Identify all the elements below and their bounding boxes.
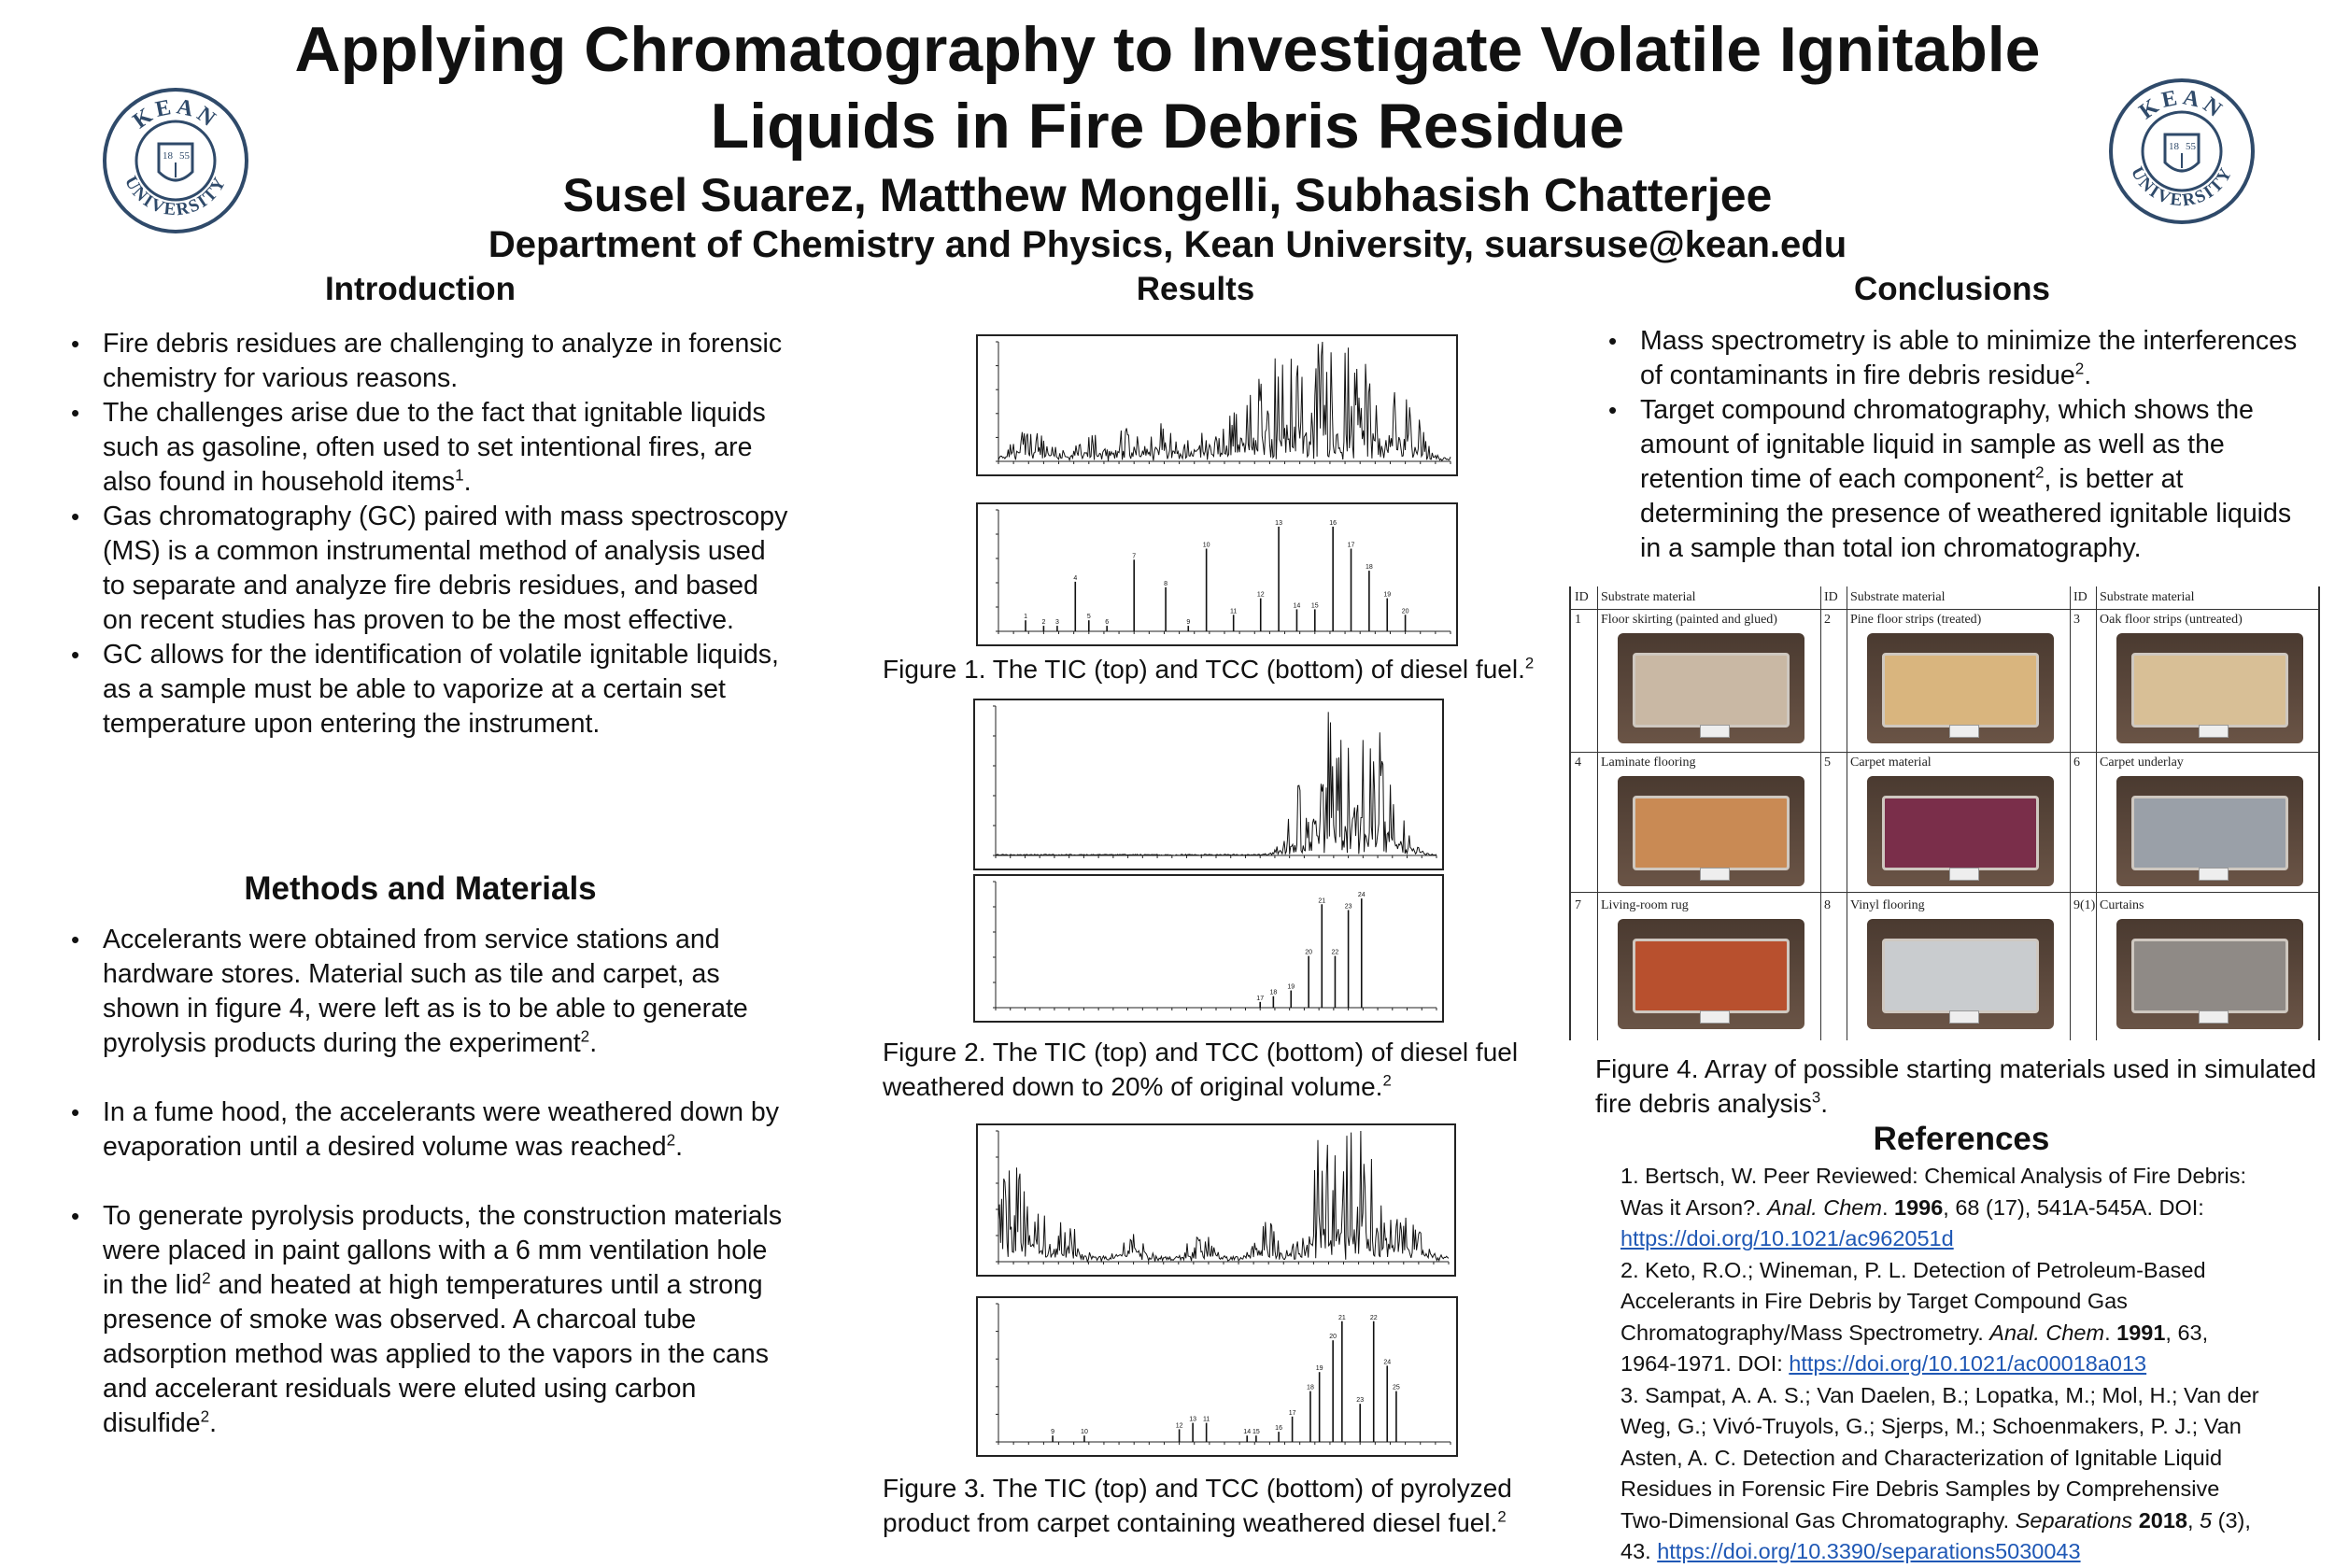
sample-tag (1700, 1010, 1730, 1024)
sample-tray (1882, 939, 2039, 1013)
fig1-tic-chart (976, 334, 1458, 476)
tcc-peak-label: 14 (1243, 1429, 1252, 1436)
sample-tray (1882, 796, 2039, 870)
methods-bullet: • In a fume hood, the accelerants were weathered down by evaporation until a desired volume was reached$^2$. (103, 1095, 788, 1165)
seal-year-left: 18 (2169, 141, 2179, 152)
fig4-sample-photo (1867, 633, 2054, 743)
references-list (1620, 1161, 2330, 1568)
tcc-peak-label: 9 (1186, 619, 1191, 627)
fig4-cell-label: Carpet material (1850, 756, 1932, 770)
introduction-heading: Introduction (324, 271, 517, 307)
fig4-sample-photo (1867, 919, 2054, 1029)
tcc-peak-label: 1 (1024, 614, 1027, 621)
fig4-grid-line (1571, 609, 2318, 610)
fig3-caption: Figure 3. The TIC (top) and TCC (bottom) of pyrolyzed product from carpet containing weathered diesel fuel.$^2$ (883, 1474, 1512, 1537)
fig4-cell-id: 5 (1824, 756, 1831, 770)
tcc-peak-label: 21 (1318, 897, 1326, 905)
tcc-peak-label: 25 (1393, 1384, 1400, 1391)
references-heading: References (1873, 1121, 2050, 1157)
fig4-cell-id: 4 (1575, 756, 1581, 770)
seal-top-text: KEAN (2134, 85, 2229, 125)
sample-tray (1882, 653, 2039, 727)
tic-trace (998, 1131, 1449, 1262)
tcc-peak-label: 20 (1329, 1334, 1337, 1341)
seal-top-text: KEAN (128, 94, 223, 134)
fig4-grid-line (2070, 586, 2071, 1040)
tcc-peak-label: 11 (1230, 608, 1238, 615)
fig4-cell-label: Pine floor strips (treated) (1850, 613, 1982, 627)
tcc-peak-label: 10 (1081, 1429, 1088, 1436)
sample-tray (2131, 653, 2288, 727)
sample-tag (1949, 725, 1979, 738)
fig4-grid-line (1820, 586, 1821, 1040)
fig4-cell-label: Oak floor strips (untreated) (2100, 613, 2243, 627)
sample-tray (2131, 796, 2288, 870)
seal-year-right: 55 (179, 150, 190, 162)
conclusions-bullet: • Target compound chromatography, which shows the amount of ignitable liquid in sample as well as the retention time of each component$^2$, is better at determining the presence of weathered ignitable liquids in a sample than total ion chromatography. (1640, 393, 2316, 566)
fig4-cell-id: 2 (1824, 613, 1831, 627)
fig4-cell-label: Laminate flooring (1601, 756, 1696, 770)
tcc-peak-label: 14 (1293, 602, 1301, 610)
intro-bullet: • GC allows for the identification of volatile ignitable liquids, as a sample must be able to vaporize at a certain set temperature upon entering the instrument. (103, 638, 788, 742)
fig4-cell-label: Living-room rug (1601, 898, 1689, 912)
tcc-peak-label: 16 (1275, 1425, 1282, 1433)
tcc-peak-label: 15 (1310, 602, 1319, 610)
fig4-sample-photo (1618, 776, 1804, 886)
reference-3-doi-link[interactable]: https://doi.org/10.3390/separations5030043 (1657, 1539, 2081, 1563)
tcc-peak-label: 18 (1307, 1384, 1314, 1391)
sample-tag (2199, 868, 2229, 881)
tcc-peak-label: 5 (1086, 614, 1091, 621)
intro-bullet: • Gas chromatography (GC) paired with mass spectroscopy (MS) is a common instrumental method of analysis used to separate and analyze fire debris residues, and based on recent studies has proven to be the most effective. (103, 500, 788, 638)
poster-title-line2: Liquids in Fire Debris Residue (710, 91, 1625, 162)
tcc-peak-label: 19 (1383, 591, 1392, 599)
tcc-peak-label: 22 (1331, 949, 1339, 956)
tcc-peak-label: 18 (1365, 564, 1373, 572)
fig4-header-id: ID (1824, 590, 1838, 604)
fig4-cell-label: Curtains (2100, 898, 2144, 912)
results-heading: Results (1136, 271, 1255, 307)
tcc-peak-label: 17 (1256, 995, 1265, 1002)
fig4-cell-id: 8 (1824, 898, 1831, 912)
conclusions-heading: Conclusions (1853, 271, 2051, 307)
introduction-section (69, 327, 788, 742)
tcc-peak-label: 24 (1357, 892, 1366, 899)
fig4-caption: Figure 4. Array of possible starting materials used in simulated fire debris analysis$^3$. (1595, 1054, 2316, 1118)
methods-bullet: • To generate pyrolysis products, the construction materials were placed in paint gallons with a 6 mm ventilation hole in the lid$^2$ and heated at high temperatures until a strong presence of smoke was observed. A charcoal tube adsorption method was applied to the vapors in the cans and accelerant residuals were eluted using carbon disulfide$^2$. (103, 1199, 788, 1441)
sample-tag (2199, 725, 2229, 738)
fig4-grid-line (1571, 892, 2318, 893)
tcc-peak-label: 8 (1164, 580, 1168, 587)
department: Department of Chemistry and Physics, Kean University, suarsuse@kean.edu (488, 224, 1847, 265)
fig3-tcc-chart (976, 1296, 1458, 1457)
methods-section (69, 923, 788, 1441)
reference-1: 1. Bertsch, W. Peer Reviewed: Chemical Analysis of Fire Debris: Was it Arson?. Anal. Chem. 1996, 68 (17), 541A-545A. DOI: https://doi.org/10.1021/ac962051d (1620, 1164, 2246, 1250)
fig4-grid-line (1597, 586, 1598, 1040)
tcc-peak-label: 2 (1041, 619, 1046, 627)
fig4-header-id: ID (1575, 590, 1589, 604)
poster-title-line1: Applying Chromatography to Investigate Volatile Ignitable (294, 14, 2041, 85)
sample-tray (1633, 796, 1790, 870)
sample-tag (1700, 868, 1730, 881)
reference-1-doi-link[interactable]: https://doi.org/10.1021/ac962051d (1620, 1226, 1954, 1250)
sample-tag (2199, 1010, 2229, 1024)
authors: Susel Suarez, Matthew Mongelli, Subhasish Chatterjee (562, 169, 1773, 221)
fig4-grid-line (1571, 752, 2318, 753)
reference-2-doi-link[interactable]: https://doi.org/10.1021/ac00018a013 (1789, 1351, 2147, 1376)
fig4-cell-id: 1 (1575, 613, 1581, 627)
tcc-peak-label: 3 (1054, 619, 1059, 627)
fig4-cell-id: 7 (1575, 898, 1581, 912)
fig2-tcc-chart (973, 874, 1444, 1023)
intro-bullet: • The challenges arise due to the fact that ignitable liquids such as gasoline, often used to set intentional fires, are also found in household items$^1$. (103, 396, 788, 500)
fig2-caption: Figure 2. The TIC (top) and TCC (bottom) of diesel fuel weathered down to 20% of original volume.$^2$ (883, 1038, 1519, 1101)
seal-year-left: 18 (163, 150, 173, 162)
seal-bottom-text: UNIVERSITY (120, 173, 232, 220)
sample-tag (1949, 868, 1979, 881)
fig4-sample-photo (2116, 919, 2303, 1029)
methods-heading: Methods and Materials (244, 870, 597, 907)
tcc-peak-label: 23 (1356, 1397, 1365, 1405)
reference-2: 2. Keto, R.O.; Wineman, P. L. Detection of Petroleum-Based Accelerants in Fire Debris by Target Compound Gas Chromatography/Mass Spectrometry. Anal. Chem. 1991, 63, 1964-1971. DOI: https://doi.org/10.1021/ac00018a013 (1620, 1257, 2209, 1376)
svg-text:KEAN (2135, 85, 2229, 124)
tcc-peak-label: 6 (1105, 619, 1110, 627)
tcc-peak-label: 20 (1401, 608, 1409, 615)
tcc-peak-label: 9 (1051, 1429, 1055, 1436)
tcc-peak-label: 11 (1202, 1416, 1210, 1423)
fig4-sample-photo (1618, 919, 1804, 1029)
tcc-peak-label: 13 (1275, 519, 1282, 527)
figure4-substrate-grid (1569, 586, 2320, 1040)
tcc-peak-label: 19 (1315, 1365, 1323, 1373)
fig1-tcc-chart (976, 502, 1458, 646)
tcc-peak-label: 12 (1175, 1422, 1183, 1430)
fig4-sample-photo (1867, 776, 2054, 886)
seal-bottom-text: UNIVERSITY (2126, 163, 2238, 211)
tcc-peak-label: 17 (1288, 1409, 1296, 1417)
fig4-cell-label: Vinyl flooring (1850, 898, 1925, 912)
fig4-sample-photo (1618, 633, 1804, 743)
tic-trace (998, 342, 1451, 461)
sample-tray (1633, 653, 1790, 727)
reference-3: 3. Sampat, A. A. S.; Van Daelen, B.; Lopatka, M.; Mol, H.; Van der Weg, G.; Vivó-Truyols, G.; Sjerps, M.; Schoenmakers, P. J.; Van Asten, A. C. Detection and Characterization of Ignitable Liquid Residues in Forensic Fire Debris Samples by Comprehensive Two-Dimensional Gas Chromatography. Separations 2018, 5 (3), 43. https://doi.org/10.3390/separations5030043 (1620, 1382, 2259, 1563)
tcc-peak-label: 10 (1202, 542, 1210, 549)
fig3-tic-chart (976, 1123, 1456, 1277)
fig4-grid-line (2096, 586, 2097, 1040)
tcc-peak-label: 17 (1347, 542, 1355, 549)
seal-year-right: 55 (2186, 141, 2196, 152)
tcc-peak-label: 4 (1073, 574, 1078, 582)
fig4-sample-photo (2116, 633, 2303, 743)
fig4-header-material: Substrate material (1601, 590, 1696, 604)
conclusions-bullet: • Mass spectrometry is able to minimize the interferences of contaminants in fire debris residue$^2$. (1640, 324, 2316, 393)
kean-university-seal-left (101, 86, 250, 235)
tcc-peak-label: 22 (1369, 1314, 1378, 1321)
fig4-cell-id: 3 (2073, 613, 2080, 627)
fig4-sample-photo (2116, 776, 2303, 886)
fig4-cell-label: Floor skirting (painted and glued) (1601, 613, 1777, 627)
fig4-header-id: ID (2073, 590, 2087, 604)
tcc-peak-label: 12 (1256, 591, 1265, 599)
fig4-header-material: Substrate material (2100, 590, 2195, 604)
intro-bullet: • Fire debris residues are challenging to analyze in forensic chemistry for various reasons. (103, 327, 788, 396)
tcc-peak-label: 7 (1132, 553, 1137, 560)
sample-tag (1949, 1010, 1979, 1024)
sample-tray (2131, 939, 2288, 1013)
fig4-cell-label: Carpet underlay (2100, 756, 2184, 770)
fig4-cell-id: 6 (2073, 756, 2080, 770)
svg-text:KEAN (129, 94, 223, 134)
fig2-tic-chart (973, 699, 1444, 870)
tcc-peak-label: 23 (1344, 903, 1352, 911)
sample-tag (1700, 725, 1730, 738)
tcc-peak-label: 21 (1337, 1314, 1346, 1321)
fig1-caption: Figure 1. The TIC (top) and TCC (bottom) of diesel fuel.$^2$ (883, 654, 1535, 684)
methods-bullet: • Accelerants were obtained from service stations and hardware stores. Material such as tile and carpet, as shown in figure 4, were left as is to be able to generate pyrolysis products during the experiment$^2$. (103, 923, 788, 1061)
tcc-peak-label: 13 (1189, 1416, 1197, 1423)
tic-trace (996, 712, 1436, 855)
tcc-peak-label: 18 (1269, 989, 1278, 996)
fig4-header-material: Substrate material (1850, 590, 1946, 604)
tcc-peak-label: 19 (1287, 983, 1295, 991)
sample-tray (1633, 939, 1790, 1013)
kean-university-seal-right (2107, 77, 2257, 226)
tcc-peak-label: 24 (1383, 1359, 1392, 1366)
tcc-peak-label: 16 (1329, 519, 1337, 527)
tcc-peak-label: 15 (1252, 1429, 1260, 1436)
tcc-peak-label: 20 (1305, 949, 1313, 956)
conclusions-section (1606, 324, 2316, 566)
fig4-cell-id: 9(1) (2073, 898, 2096, 912)
